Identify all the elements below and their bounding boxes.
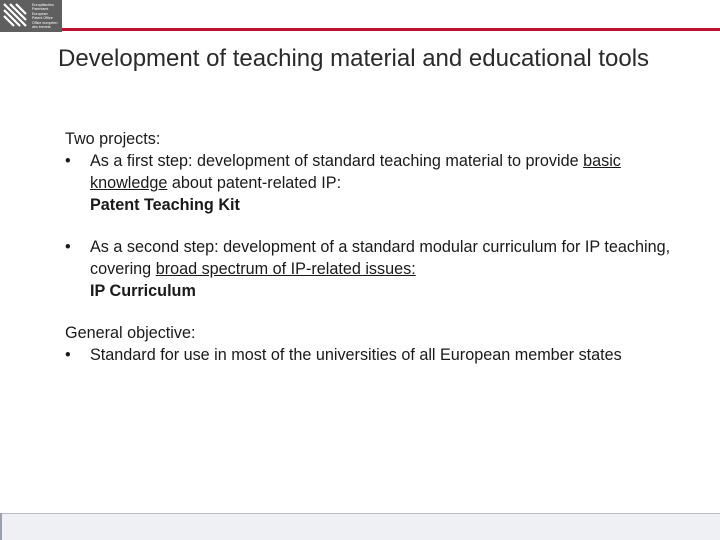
- logo-line: Office européen: [32, 20, 58, 25]
- project-item: [65, 150, 685, 216]
- epo-logo-mark-icon: [2, 2, 28, 28]
- bullet-marker: •: [65, 238, 71, 256]
- bullet-marker: •: [65, 152, 71, 170]
- objective-heading: General objective:: [65, 324, 196, 342]
- slide-body: [65, 128, 685, 366]
- projects-heading: Two projects:: [65, 130, 161, 148]
- project-name: IP Curriculum: [90, 282, 196, 300]
- header-accent-rule: [62, 28, 720, 31]
- project-text: As a second step: development of a standard modular curriculum for IP teaching, covering: [90, 238, 671, 278]
- project-text: As a first step: development of standard teaching material to provide: [90, 152, 584, 170]
- logo-line: Patentamt: [32, 7, 49, 12]
- slide-title: Development of teaching material and educational tools: [58, 45, 650, 72]
- project-name: Patent Teaching Kit: [90, 196, 240, 214]
- project-emphasis: basic knowledge: [90, 152, 621, 192]
- footer-edge: [0, 513, 2, 540]
- logo-line: des brevets: [32, 25, 51, 30]
- objective-text: Standard for use in most of the universities of all European member states: [90, 346, 622, 364]
- objective-item: [65, 344, 685, 366]
- logo-line: Europäisches: [32, 3, 54, 7]
- logo-wordmark: [32, 3, 58, 29]
- bullet-marker: •: [65, 346, 71, 364]
- epo-logo: [0, 0, 62, 32]
- project-text-tail: about patent-related IP:: [167, 174, 342, 192]
- project-item: [65, 236, 685, 302]
- footer-bar: [0, 513, 720, 540]
- logo-line: Patent Office: [32, 16, 53, 21]
- logo-line: European: [32, 11, 48, 16]
- project-emphasis: broad spectrum of IP-related issues:: [155, 260, 416, 278]
